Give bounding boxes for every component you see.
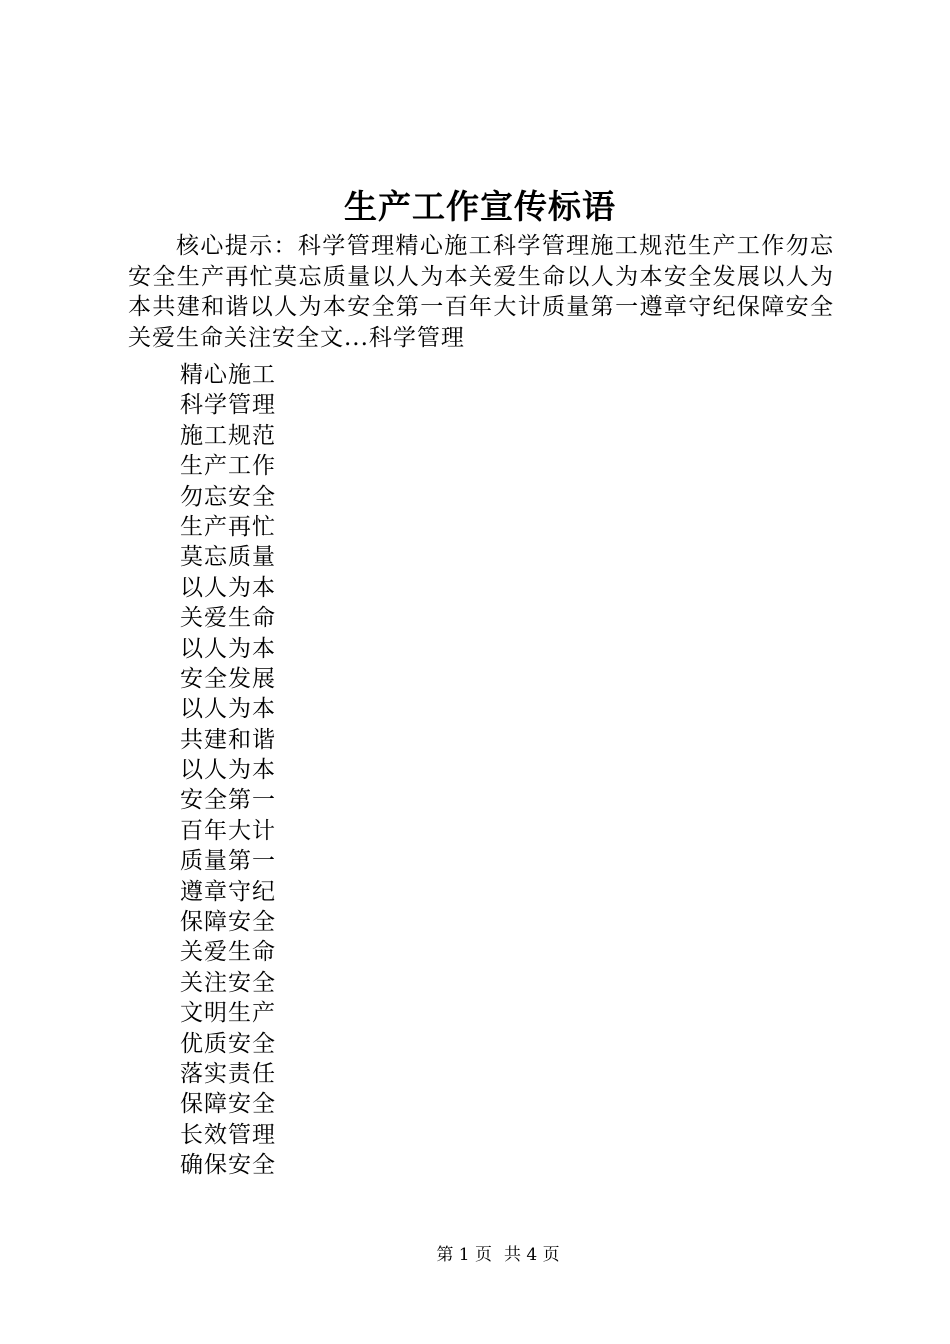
list-item: 安全发展 [180,665,276,692]
list-item: 施工规范 [180,422,276,449]
list-item: 生产再忙 [180,513,276,540]
core-hint-paragraph: 核心提示：科学管理精心施工科学管理施工规范生产工作勿忘安全生产再忙莫忘质量以人为本关爱生命以人为本安全发展以人为本共建和谐以人为本安全第一百年大计质量第一遵章守纪保障安全关爱生命关注安全文...科学管理 [128,233,834,351]
list-item: 保障安全 [180,1091,276,1118]
list-item: 以人为本 [180,757,276,784]
list-item: 长效管理 [180,1121,276,1148]
page-number: 第 1 页 [436,1245,492,1265]
list-item: 生产工作 [180,453,276,480]
list-item: 安全第一 [180,787,276,814]
list-item: 共建和谐 [180,726,276,753]
slogan-list [180,360,276,1181]
page-total: 共 4 页 [504,1245,560,1265]
list-item: 以人为本 [180,696,276,723]
list-item: 关爱生命 [180,605,276,632]
list-item: 以人为本 [180,635,276,662]
list-item: 勿忘安全 [180,483,276,510]
list-item: 保障安全 [180,909,276,936]
list-item: 关爱生命 [180,939,276,966]
list-item: 科学管理 [180,392,276,419]
list-item: 百年大计 [180,817,276,844]
list-item: 文明生产 [180,1000,276,1027]
list-item: 关注安全 [180,969,276,996]
list-item: 以人为本 [180,574,276,601]
list-item: 优质安全 [180,1030,276,1057]
list-item: 莫忘质量 [180,544,276,571]
list-item: 遵章守纪 [180,878,276,905]
list-item: 落实责任 [180,1060,276,1087]
document-title: 生产工作宣传标语 [344,187,616,226]
list-item: 确保安全 [180,1152,276,1179]
list-item: 质量第一 [180,848,276,875]
list-item: 精心施工 [180,362,276,388]
page-footer [0,1243,950,1267]
